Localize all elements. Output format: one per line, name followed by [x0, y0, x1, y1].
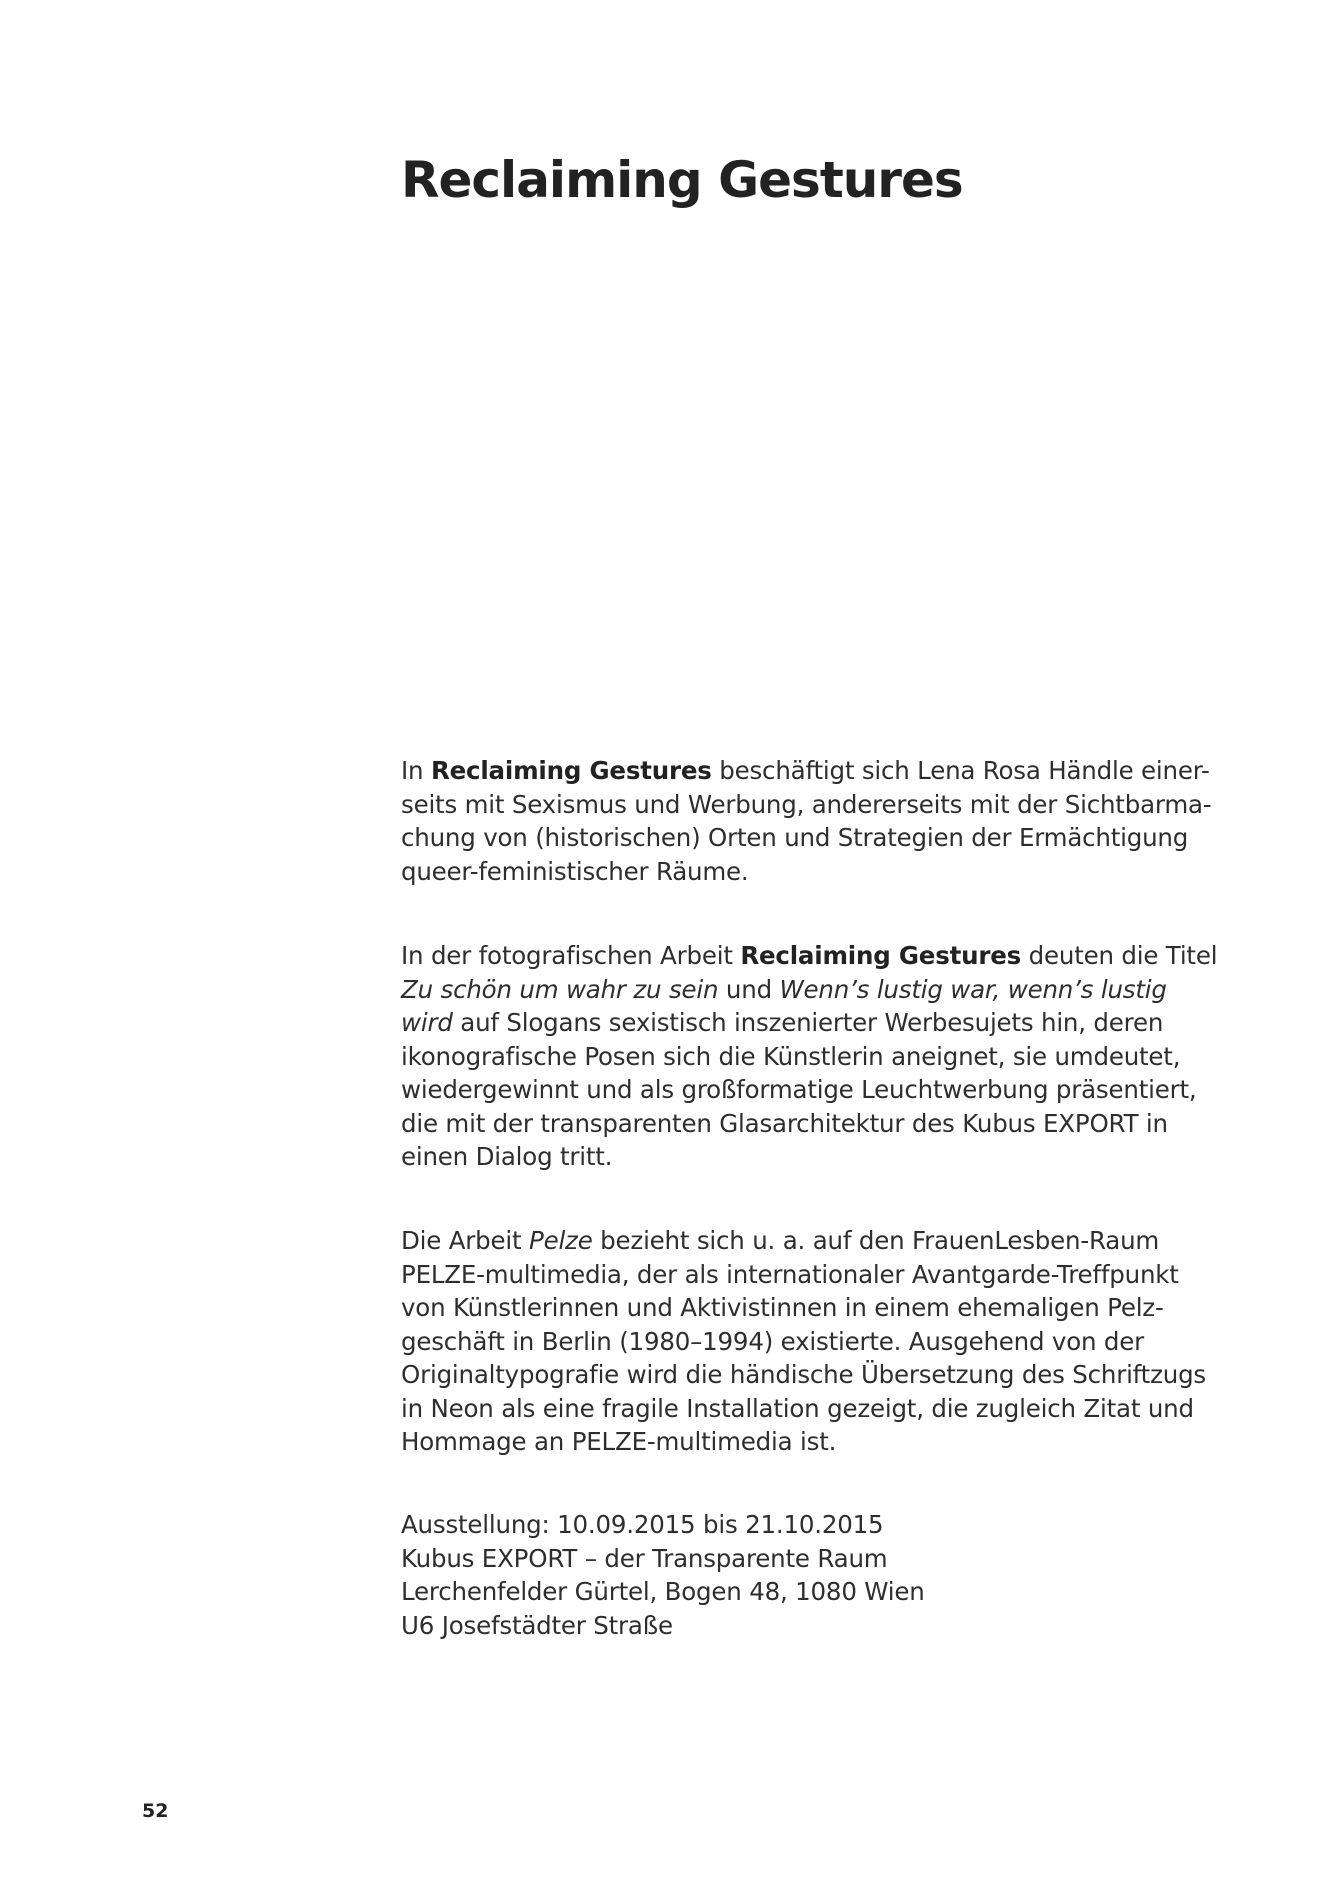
text-line: chung von (historischen) Orten und Strategien der Ermächtigung — [401, 823, 1189, 852]
text-line: geschäft in Berlin (1980–1994) existierte. Ausgehend von der — [401, 1326, 1145, 1356]
photography-paragraph — [401, 939, 1218, 1174]
text-line: Hommage an PELZE-multimedia ist. — [401, 1427, 837, 1456]
text-line: Originaltypografie wird die händische Übersetzung des Schriftzugs — [401, 1360, 1206, 1389]
text-line: einen Dialog tritt. — [401, 1142, 613, 1171]
text-run: In der fotografischen Arbeit — [401, 941, 741, 970]
text-line — [401, 939, 1218, 973]
text-line — [401, 973, 1167, 1007]
pelze-paragraph — [401, 1224, 1206, 1459]
text-line: die mit der transparenten Glasarchitektur des Kubus EXPORT in — [401, 1108, 1168, 1138]
text-line: ikonografische Posen sich die Künstlerin aneignet, sie umdeutet, — [401, 1041, 1181, 1071]
text-run: deuten die Titel — [1021, 941, 1218, 970]
slogan-italic: wird — [401, 1008, 453, 1037]
text-line: queer-feministischer Räume. — [401, 856, 749, 886]
text-line — [401, 1224, 1161, 1258]
text-run: Die Arbeit — [401, 1226, 529, 1255]
work-title-bold: Reclaiming Gestures — [740, 941, 1022, 970]
slogan-italic: Zu schön um wahr zu sein — [401, 974, 719, 1004]
exhibition-info — [401, 1508, 1161, 1642]
exhibition-transit: U6 Josefstädter Straße — [401, 1610, 673, 1640]
text-line — [401, 1006, 1164, 1040]
work-title-bold: Reclaiming Gestures — [430, 756, 712, 785]
text-run: bezieht sich u. a. auf den FrauenLesben-Raum — [592, 1226, 1160, 1255]
page-title: Reclaiming Gestures — [401, 151, 963, 209]
slogan-italic: Wenn’s lustig war, wenn’s lustig — [779, 974, 1167, 1004]
text-line — [401, 754, 1210, 788]
text-run: In — [401, 756, 431, 785]
text-run: beschäftigt sich Lena Rosa Händle einer- — [711, 756, 1210, 785]
text-line: von Künstlerinnen und Aktivistinnen in einem ehemaligen Pelz- — [401, 1293, 1164, 1322]
work-title-italic: Pelze — [529, 1226, 593, 1255]
intro-paragraph — [401, 754, 1212, 888]
text-line: in Neon als eine fragile Installation gezeigt, die zugleich Zitat und — [401, 1393, 1194, 1423]
exhibition-dates: Ausstellung: 10.09.2015 bis 21.10.2015 — [401, 1510, 884, 1539]
text-run: auf Slogans sexistisch inszenierter Werbesujets hin, deren — [452, 1008, 1164, 1037]
exhibition-venue: Kubus EXPORT – der Transparente Raum — [401, 1543, 888, 1573]
text-line: wiedergewinnt und als großformatige Leuchtwerbung präsentiert, — [401, 1075, 1197, 1104]
exhibition-address: Lerchenfelder Gürtel, Bogen 48, 1080 Wien — [401, 1577, 925, 1606]
page-number: 52 — [142, 1800, 169, 1822]
text-line: seits mit Sexismus und Werbung, andererseits mit der Sichtbarma- — [401, 789, 1212, 819]
text-line: PELZE-multimedia, der als internationaler Avantgarde-Treffpunkt — [401, 1259, 1179, 1289]
text-run: und — [718, 974, 780, 1004]
